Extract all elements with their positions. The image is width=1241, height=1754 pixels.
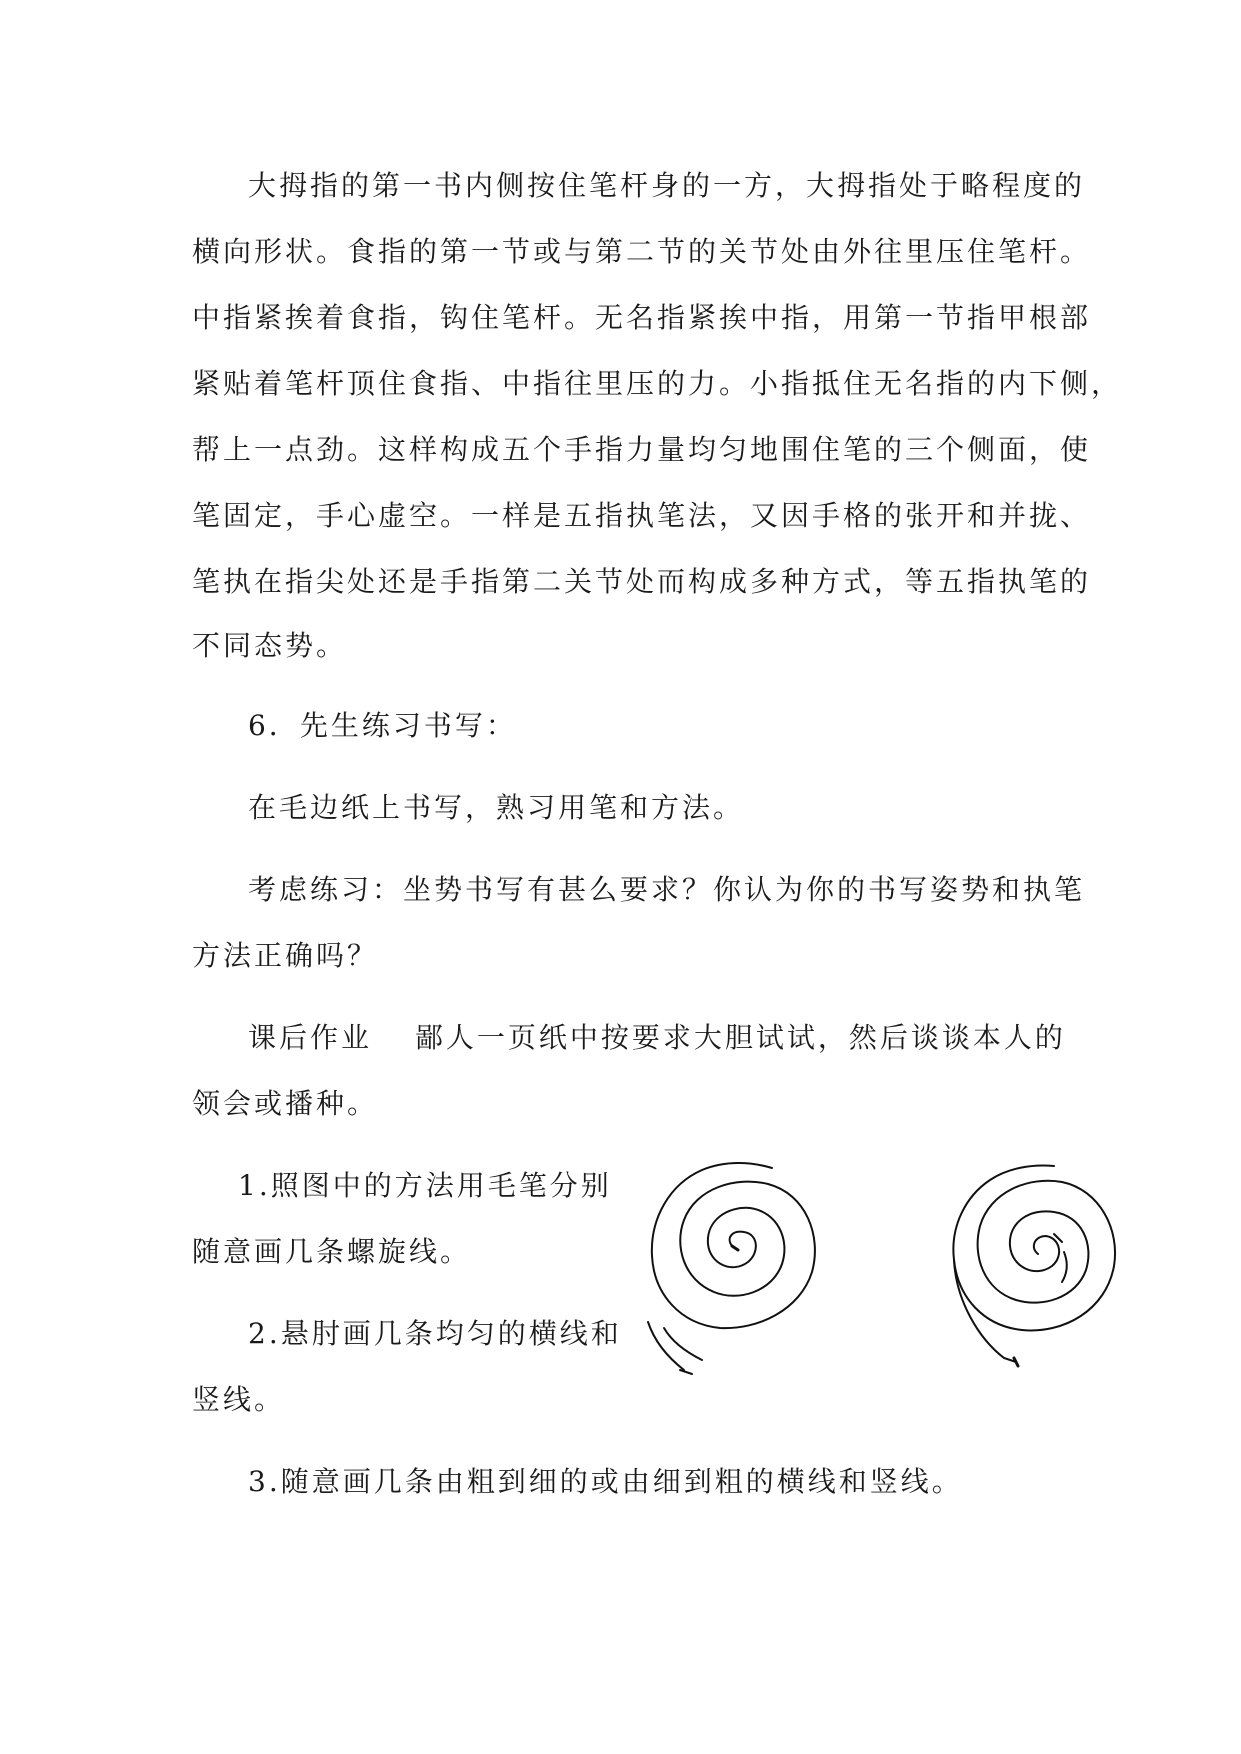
task-item: 3.随意画几条由粗到细的或由细到粗的横线和竖线。 [248, 1465, 963, 1498]
paragraph-line: 考虑练习：坐势书写有甚么要求？你认为你的书写姿势和执笔 [248, 873, 1086, 906]
task-item: 2.悬肘画几条均匀的横线和 [248, 1317, 622, 1350]
task-item: 1.照图中的方法用毛笔分别 [238, 1169, 612, 1202]
spiral-figure-left [640, 1160, 840, 1380]
paragraph-line: 紧贴着笔杆顶住食指、中指往里压的力。小指抵住无名指的内下侧， [192, 367, 1123, 400]
section-heading: 6．先生练习书写： [248, 709, 517, 742]
paragraph-line: 笔固定，手心虚空。一样是五指执笔法，又因手格的张开和并拢、 [192, 499, 1092, 532]
paragraph-line: 大拇指的第一书内侧按住笔杆身的一方，大拇指处于略程度的 [248, 169, 1086, 202]
paragraph-line: 帮上一点劲。这样构成五个手指力量均匀地围住笔的三个侧面，使 [192, 433, 1092, 466]
paragraph-line: 领会或播种。 [192, 1087, 379, 1120]
spiral-figure-right [938, 1160, 1138, 1380]
task-item: 竖线。 [192, 1383, 286, 1416]
paragraph-line: 不同态势。 [192, 629, 348, 662]
paragraph-line: 方法正确吗？ [192, 939, 379, 972]
paragraph-line: 横向形状。食指的第一节或与第二节的关节处由外往里压住笔杆。 [192, 235, 1092, 268]
paragraph-line: 课后作业 鄙人一页纸中按要求大胆试试，然后谈谈本人的 [248, 1021, 1066, 1054]
paragraph-line: 笔执在指尖处还是手指第二关节处而构成多种方式，等五指执笔的 [192, 565, 1092, 598]
paragraph-line: 在毛边纸上书写，熟习用笔和方法。 [248, 791, 745, 824]
paragraph-line: 中指紧挨着食指，钩住笔杆。无名指紧挨中指，用第一节指甲根部 [192, 301, 1092, 334]
task-item: 随意画几条螺旋线。 [192, 1235, 472, 1268]
